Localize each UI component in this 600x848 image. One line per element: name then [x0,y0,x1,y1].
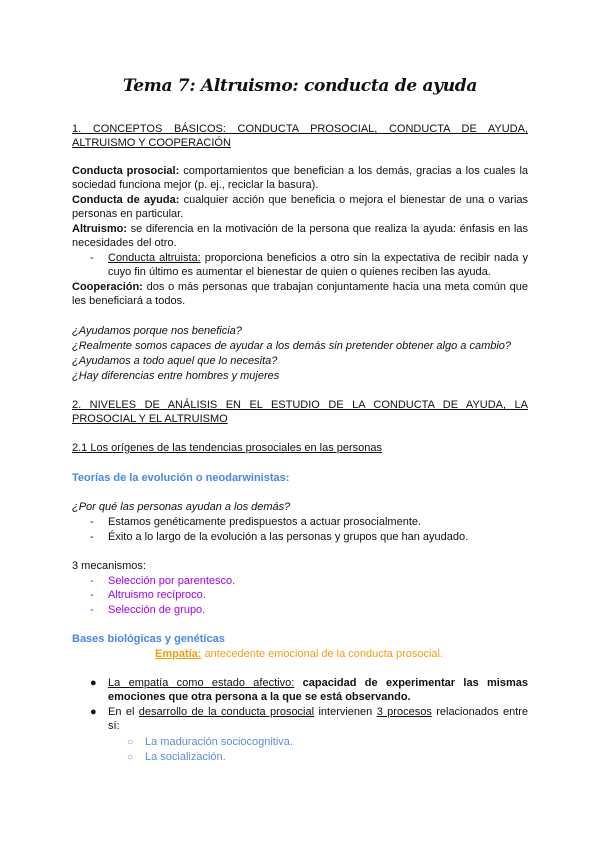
altruista-definition-line-2: cuyo fin último es aumentar el bienestar de quien o quienes reciben las ayuda. [108,266,491,278]
bullet-1-line-1: La empatía como estado afectivo: capacidad de experimentar las mismas [108,677,528,689]
dash-marker: - [90,531,94,543]
altruista-definition-line-1: Conducta altruista: proporciona beneficios a otro sin la expectativa de recibir nada y [108,252,529,264]
dash-marker: - [90,589,94,601]
bullet-2-line-2: sí: [108,720,120,732]
cooperacion-definition-line-2: les beneficiará a todos. [72,295,186,307]
teorias-item-2: Éxito a lo largo de la evolución a las personas y grupos que han ayudado. [108,531,469,543]
section-1-heading-line-2: ALTRUISMO Y COOPERACIÓN [72,137,231,149]
proceso-item-2: La socialización. [145,751,226,763]
ayuda-term: Conducta de ayuda: [72,194,180,206]
proceso-item-1: La maduración sociocognitiva. [145,736,293,748]
question-1: ¿Ayudamos porque nos beneficia? [72,325,242,337]
cooperacion-term: Cooperación: [72,281,143,293]
section-2-heading-line-1: 2. NIVELES DE ANÁLISIS EN EL ESTUDIO DE LA CONDUCTA DE AYUDA, LA [72,399,528,411]
mecanismo-item-1: Selección por parentesco. [108,575,236,587]
teorias-item-1: Estamos genéticamente predispuestos a actuar prosocialmente. [108,516,422,528]
mecanismo-item-2: Altruismo recíproco. [108,589,206,601]
question-2: ¿Realmente somos capaces de ayudar a los demás sin pretender obtener algo a cambio? [72,340,512,352]
subsection-2-1-heading: 2.1 Los orígenes de las tendencias prosociales en las personas [72,442,383,454]
empatia-definition: Empatía: antecedente emocional de la conducta prosocial. [155,648,444,660]
section-1-heading-line-1: 1. CONCEPTOS BÁSICOS: CONDUCTA PROSOCIAL, CONDUCTA DE AYUDA, [72,123,528,135]
dash-marker: - [90,575,94,587]
altruismo-definition-line-2: necesidades del otro. [72,237,177,249]
bullet-1-line-2: emociones que otra persona a la que se está observando. [108,691,411,703]
altruismo-definition-line-1: Altruismo: se diferencia en la motivación de la persona que realiza la ayuda: énfasis en las [72,223,528,235]
question-3: ¿Ayudamos a todo aquel que lo necesita? [72,355,278,367]
bases-heading: Bases biológicas y genéticas [72,633,225,645]
mecanismo-item-3: Selección de grupo. [108,604,206,616]
bullet-marker: ● [90,677,97,689]
dash-marker: - [90,516,94,528]
dash-marker: - [90,252,94,264]
section-2-heading-line-2: PROSOCIAL Y EL ALTRUISMO [72,413,228,425]
prosocial-definition-line-1: Conducta prosocial: comportamientos que benefician a los demás, gracias a los cuales la [72,165,529,177]
question-4: ¿Hay diferencias entre hombres y mujeres [72,370,280,382]
prosocial-term: Conducta prosocial: [72,165,180,177]
document-title: Tema 7: Altruismo: conducta de ayuda [122,76,478,96]
teorias-heading: Teorías de la evolución o neodarwinistas: [72,472,290,484]
dash-marker: - [90,604,94,616]
cooperacion-definition-line-1: Cooperación: dos o más personas que trabajan conjuntamente hacia una meta común que [72,281,528,293]
mecanismos-label: 3 mecanismos: [72,560,146,572]
ayuda-definition-line-2: personas en particular. [72,208,184,220]
altruismo-term: Altruismo: [72,223,127,235]
bullet-2-line-1: En el desarrollo de la conducta prosocial intervienen 3 procesos relacionados entre [108,706,529,718]
altruista-term: Conducta altruista: [108,252,201,264]
teorias-question: ¿Por qué las personas ayudan a los demás? [72,501,291,513]
empatia-term: Empatía: [155,648,202,660]
ayuda-definition-line-1: Conducta de ayuda: cualquier acción que beneficia o mejora el bienestar de una o varias [72,194,529,206]
circle-marker: ○ [127,737,134,748]
circle-marker: ○ [127,752,134,763]
bullet-marker: ● [90,706,97,718]
prosocial-definition-line-2: sociedad funciona mejor (p. ej., reciclar la basura). [72,179,319,191]
